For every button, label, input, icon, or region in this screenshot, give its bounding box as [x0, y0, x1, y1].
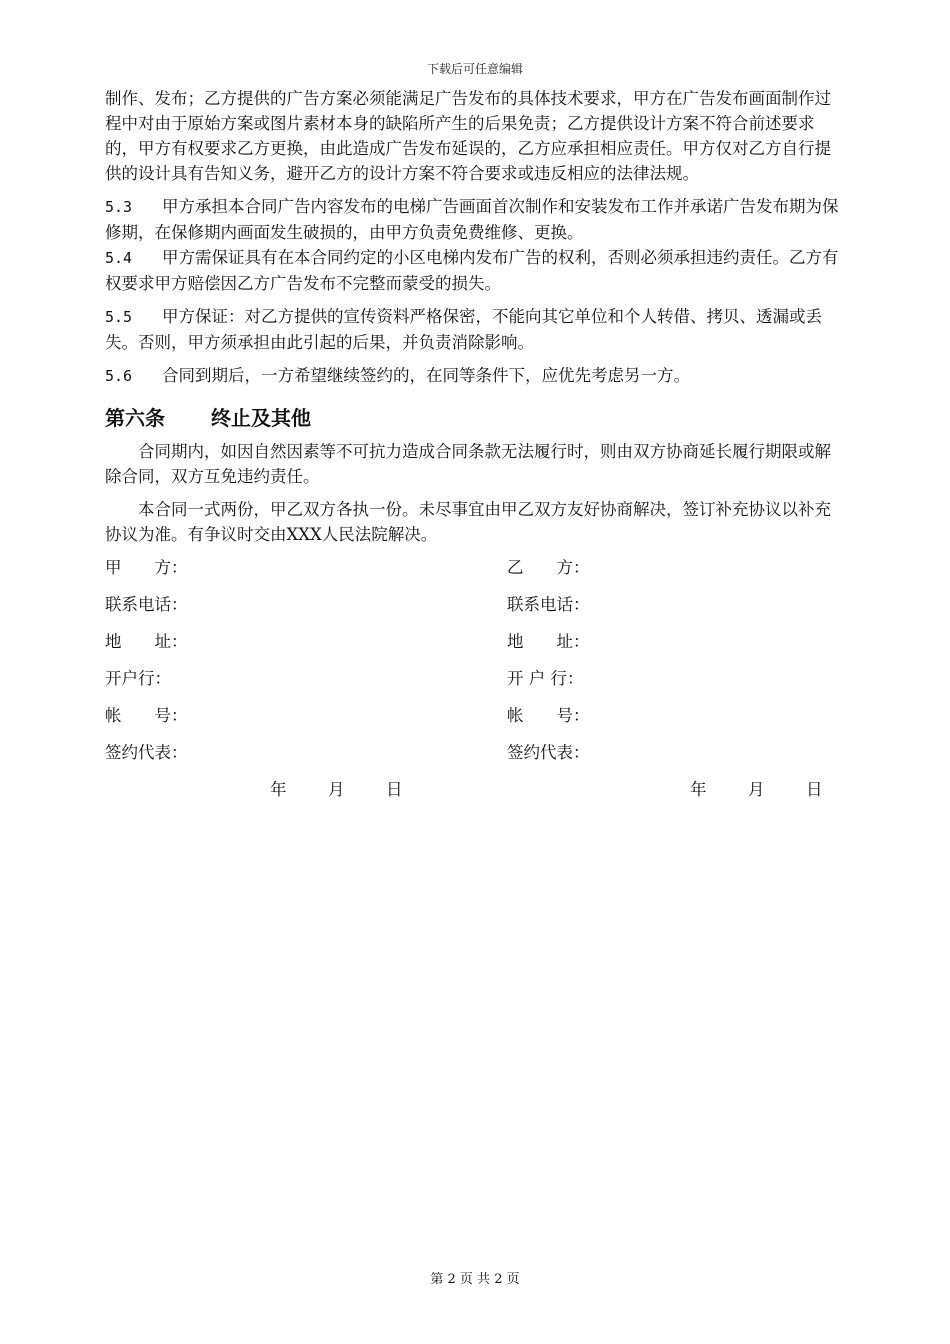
- clause-text: 合同到期后，一方希望继续签约的，在同等条件下，应优先考虑另一方。: [162, 366, 690, 385]
- signature-row-party: [105, 555, 840, 592]
- clause-text: 甲方承担本合同广告内容发布的电梯广告画面首次制作和安装发布工作并承诺广告发布期为保修期，在保修期内画面发生破损的，由甲方负责免费维修、更换。: [105, 197, 839, 242]
- day-label: 日: [806, 780, 823, 799]
- signature-row-address: [105, 629, 840, 666]
- article-6-heading: [105, 403, 840, 433]
- clause-5-4: [105, 245, 840, 296]
- page-header: 下载后可任意编辑: [426, 62, 523, 76]
- clause-5-3: [105, 194, 840, 245]
- article-title: 终止及其他: [211, 406, 311, 430]
- signature-date-row: [105, 777, 840, 807]
- signature-row-phone: [105, 592, 840, 629]
- clause-5-6: [105, 363, 840, 389]
- year-label: 年: [270, 780, 287, 799]
- article-label: 第六条: [105, 406, 165, 430]
- document-body: [105, 86, 840, 807]
- party-a-phone-label: 联系电话：: [105, 595, 188, 614]
- month-label: 月: [748, 780, 765, 799]
- page-footer: 第 2 页 共 2 页: [430, 1272, 520, 1287]
- party-a-account-label: 帐 号：: [105, 706, 188, 725]
- article-6-paragraph-1: 合同期内，如因自然因素等不可抗力造成合同条款无法履行时，则由双方协商延长履行期限或解除合同，双方互免违约责任。: [105, 442, 831, 486]
- party-b-address-label: 地 址：: [507, 632, 590, 651]
- clause-number: 5.5: [105, 308, 133, 326]
- signature-block: [105, 555, 840, 807]
- party-a-label: 甲 方：: [105, 558, 188, 577]
- article-6-paragraph-2: 本合同一式两份，甲乙双方各执一份。未尽事宜由甲乙双方友好协商解决，签订补充协议以补充协议为准。有争议时交由XXX人民法院解决。: [105, 500, 831, 544]
- paragraph-continuation: 制作、发布；乙方提供的广告方案必须能满足广告发布的具体技术要求，甲方在广告发布画面制作过程中对由于原始方案或图片素材本身的缺陷所产生的后果免责；乙方提供设计方案不符合前述要求的，甲方有权要求乙方更换，由此造成广告发布延误的，乙方应承担相应责任。甲方仅对乙方自行提供的设计具有告知义务，避开乙方的设计方案不符合要求或违反相应的法律法规。: [105, 89, 831, 183]
- signature-row-account: [105, 703, 840, 740]
- clause-text: 甲方需保证具有在本合同约定的小区电梯内发布广告的权利，否则必须承担违约责任。乙方有权要求甲方赔偿因乙方广告发布不完整而蒙受的损失。: [105, 248, 839, 293]
- party-a-date: [270, 777, 403, 802]
- year-label: 年: [690, 780, 707, 799]
- clause-5-5: [105, 304, 840, 355]
- party-b-date: [690, 777, 823, 802]
- party-a-bank-label: 开户行：: [105, 669, 171, 688]
- party-b-representative-label: 签约代表：: [507, 743, 590, 762]
- clause-number: 5.3: [105, 198, 133, 216]
- day-label: 日: [386, 780, 403, 799]
- party-b-label: 乙 方：: [507, 558, 590, 577]
- signature-row-bank: [105, 666, 840, 703]
- clause-number: 5.6: [105, 367, 133, 385]
- party-b-account-label: 帐 号：: [507, 706, 590, 725]
- party-b-bank-label: 开 户 行：: [507, 669, 584, 688]
- clause-text: 甲方保证：对乙方提供的宣传资料严格保密，不能向其它单位和个人转借、拷贝、透漏或丢失。否则，甲方须承担由此引起的后果，并负责消除影响。: [105, 307, 822, 352]
- party-a-representative-label: 签约代表：: [105, 743, 188, 762]
- month-label: 月: [328, 780, 345, 799]
- signature-row-representative: [105, 740, 840, 777]
- party-a-address-label: 地 址：: [105, 632, 188, 651]
- clause-number: 5.4: [105, 249, 133, 267]
- party-b-phone-label: 联系电话：: [507, 595, 590, 614]
